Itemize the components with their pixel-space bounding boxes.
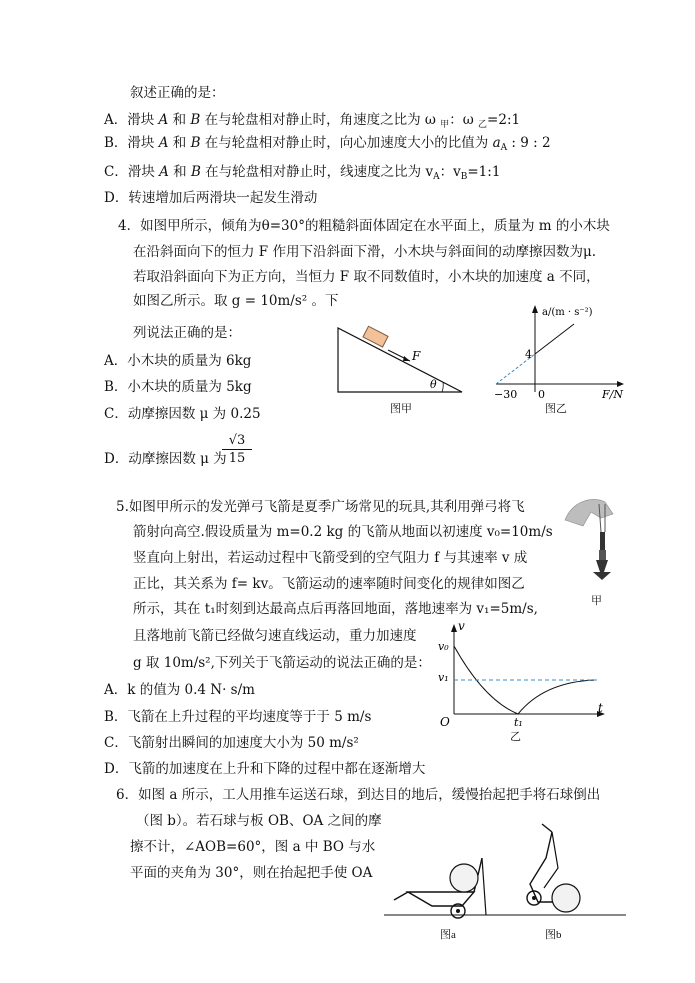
force-label: F: [412, 349, 421, 363]
q4-option-d[interactable]: D．动摩擦因数 μ 为: [104, 451, 227, 467]
q4-stem-line3: 若取沿斜面向下为正方向，当恒力 F 取不同数值时，小木块的加速度 a 不同，: [133, 269, 600, 285]
v1-label: v₁: [438, 671, 449, 684]
q5-option-c[interactable]: C．飞箭射出瞬间的加速度大小为 50 m/s²: [104, 735, 359, 751]
q5-stem-line6: 且落地前飞箭已经做匀速直线运动，重力加速度: [133, 628, 417, 644]
force-arrow-head: [403, 356, 410, 361]
wheel-hub-b: [532, 896, 536, 900]
arrow-body: [600, 532, 605, 550]
fig-a-caption: 图a: [440, 929, 456, 941]
a-f-chart: [490, 300, 630, 400]
q4-stem-line5: 列说法正确的是：: [133, 325, 241, 341]
q6-stem-line1: 6．如图 a 所示，工人用推车运送石球，到达目的地后，缓慢抬起把手将石球倒出: [116, 787, 601, 803]
cart-b-handle: [542, 824, 552, 832]
cart-a-leg: [482, 858, 486, 915]
v-axis-label: v: [458, 619, 465, 633]
origin-o-label: O: [440, 715, 450, 728]
q4-option-b[interactable]: B．小木块的质量为 5kg: [104, 379, 252, 395]
q5-option-b[interactable]: B．飞箭在上升过程的平均速度等于于 5 m/s: [104, 709, 372, 725]
q5-stem-line1: 5.如图甲所示的发光弹弓飞箭是夏季广场常见的玩具,其利用弹弓将飞: [116, 499, 525, 515]
y-axis-label: a/(m · s⁻²): [542, 307, 593, 318]
cart-figures: [380, 818, 630, 924]
q4-stem-line1: 4．如图甲所示，倾角为θ=30°的粗糙斜面体固定在水平面上，质量为 m 的小木块: [118, 218, 610, 234]
angle-label: θ: [430, 378, 437, 391]
angle-arc: [442, 382, 443, 392]
wood-block: [363, 326, 388, 347]
cart-a-handle: [394, 892, 408, 900]
v-axis-arrow: [451, 624, 457, 632]
fig-yi-caption: 图乙: [545, 403, 567, 415]
q5-stem-line4: 正比，其关系为 f= kv。飞箭运动的速率随时间变化的规律如图乙: [133, 576, 525, 592]
stone-ball-b: [552, 884, 580, 912]
hand-icon: [565, 499, 613, 526]
v-t-chart: [432, 618, 612, 728]
t1-label: t₁: [514, 716, 523, 728]
q4-stem-line2: 在沿斜面向下的恒力 F 作用下沿斜面下滑，小木块与斜面间的动摩擦因数为μ.: [133, 244, 597, 260]
cart-a: [394, 858, 486, 918]
vt-caption: 乙: [510, 731, 521, 743]
q5-stem-line5: 所示，其在 t₁时刻到达最高点后再落回地面，落地速率为 v₁=5m/s,: [133, 601, 538, 617]
cart-b-frame: [544, 832, 558, 888]
v0-label: v₀: [438, 640, 449, 653]
x-axis-label: F/N: [602, 388, 623, 400]
q5-option-a[interactable]: A．k 的值为 0.4 N· s/m: [104, 682, 255, 698]
q4-option-c[interactable]: C．动摩擦因数 μ 为 0.25: [104, 406, 261, 422]
arrow-tail: [599, 550, 606, 560]
series-line-solid: [535, 324, 574, 354]
q4-option-a[interactable]: A．小木块的质量为 6kg: [104, 353, 252, 369]
x-axis-arrow: [617, 381, 624, 387]
q4-option-d-fraction: [222, 432, 252, 467]
cart-b: [527, 824, 580, 912]
q3-option-a[interactable]: A．滑块 A 和 B 在与轮盘相对静止时，角速度之比为 ω $_甲$：ω $_乙$=2:1: [104, 112, 521, 130]
q5-option-d[interactable]: D．飞箭的加速度在上升和下降的过程中都在逐渐增大: [104, 761, 426, 777]
q6-stem-line2: （图 b）。若石球与板 OB、OA 之间的摩: [136, 813, 382, 829]
q5-stem-line3: 竖直向上射出，若运动过程中飞箭受到的空气阻力 f 与其速率 v 成: [133, 550, 528, 566]
q5-stem-line2: 箭射向高空.假设质量为 m=0.2 kg 的飞箭从地面以初速度 v₀=10m/s: [133, 524, 553, 540]
t-axis-label: t: [598, 701, 603, 715]
q5-stem-line7: g 取 10m/s²,下列关于飞箭运动的说法正确的是：: [133, 655, 431, 671]
cart-a-tray: [408, 892, 474, 906]
fig-jia-caption: 图甲: [390, 403, 412, 415]
origin-label: 0: [538, 388, 545, 400]
arrow-fins: [593, 560, 611, 580]
fraction-denominator: 15: [222, 449, 252, 467]
incline-figure: [330, 320, 470, 400]
wheel-hub-a: [456, 909, 460, 913]
q4-stem-line4: 如图乙所示。取 g = 10m/s² 。下: [133, 293, 339, 309]
q6-stem-line4: 平面的夹角为 30°，则在抬起把手使 OA: [130, 865, 373, 881]
fig-b-caption: 图b: [545, 929, 562, 941]
fraction-numerator: √3: [228, 433, 246, 448]
q3-intro: 叙述正确的是：: [130, 85, 225, 101]
stone-ball-a: [450, 864, 478, 892]
y-axis-arrow: [532, 305, 538, 313]
y-tick-4: 4: [525, 348, 532, 361]
photo-jia-caption: 甲: [591, 595, 602, 607]
q6-stem-line3: 擦不计，∠AOB=60°，图 a 中 BO 与水: [130, 839, 376, 855]
q3-option-d[interactable]: D．转速增加后两滑块一起发生滑动: [104, 190, 318, 206]
q3-option-c[interactable]: C．滑块 A 和 B 在与轮盘相对静止时，线速度之比为 $v_A$：$v_B=1:1$: [104, 164, 501, 182]
x-tick-neg30: −30: [494, 388, 518, 400]
slingshot-photo: [555, 492, 625, 592]
q3-option-b[interactable]: B．滑块 A 和 B 在与轮盘相对静止时，向心加速度大小的比值为 $a_A$ : 9 : 2: [104, 135, 551, 153]
